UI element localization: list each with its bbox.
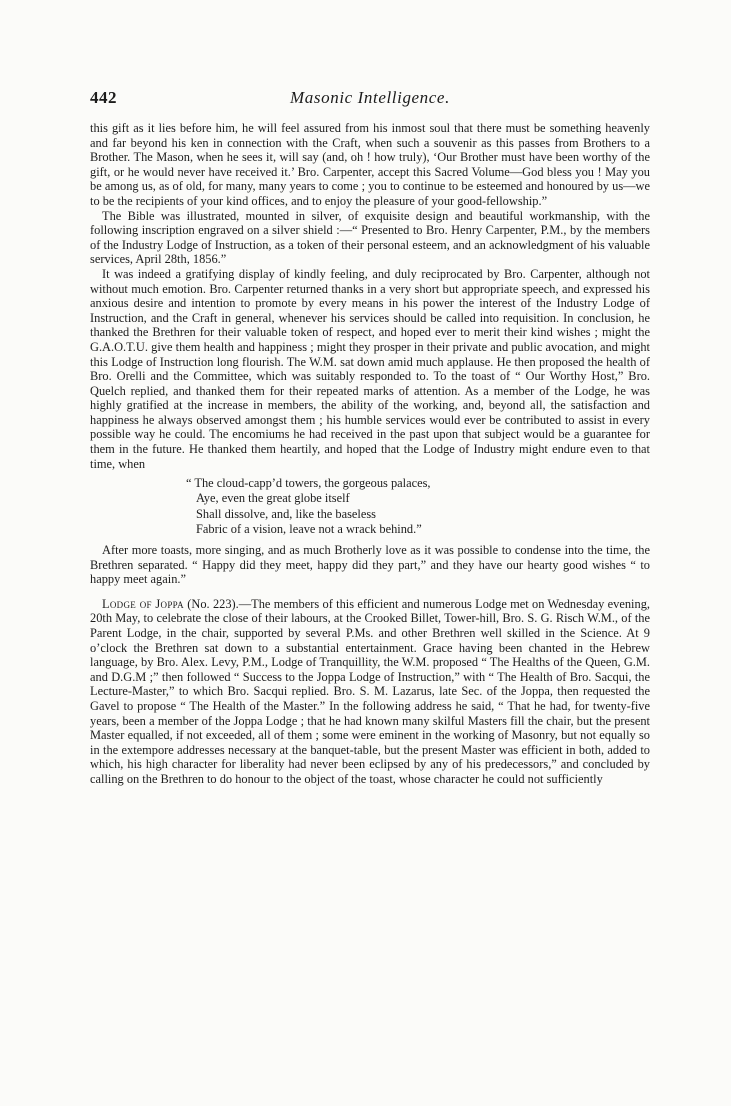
paragraph-carpenter-reply: It was indeed a gratifying display of kindly feeling, and duly reciprocated by Bro. Carpenter, although not without much emotion. Bro. Carpenter returned thanks in a very short but appropriate speech, and expressed his anxious desire and intention to promote by every means in his power the interest of the Industry Lodge of Instruction, and the Craft in general, whenever his services should be called into requisition. In conclusion, he thanked the Brethren for their valuable token of respect, and hoped ever to merit their kind wishes ; might the G.A.O.T.U. give them health and happiness ; might they prosper in their private and public avocation, and might this Lodge of Instruction long flourish. The W.M. sat down amid much applause. He then proposed the health of Bro. Orelli and the Committee, which was suitably responded to. To the toast of “ Our Worthy Host,” Bro. Quelch replied, and thanked them for their repeated marks of attention. As a member of the Lodge, he was highly gratified at the increase in members, the ability of the working, and, beyond all, the satisfaction and happiness he always observed amongst them ; his humble services would ever be contributed to assist in every possible way he could. The encomiums he had received in the past upon that subject would be a guarantee for them in the future. He thanked them heartily, and hoped that the Lodge of Industry might endure even to that time, when (90, 266, 650, 471)
paragraph-continued: this gift as it lies before him, he will feel assured from his inmost soul that there must be something heavenly and far beyond his ken in connection with the Craft, when such a souvenir as this passes from Brothers to a Brother. The Mason, when he sees it, will say (and, oh ! how truly), ‘Our Brother must have been worthy of the gift, or he would never have received it.’ Bro. Carpenter, accept this Sacred Volume—God bless you ! May you be among us, as of old, for many, many years to come ; you to continue to be esteemed and honoured by us—we to be the recipients of your kind offices, and to enjoy the pleasure of your good-fellowship.” (90, 121, 650, 208)
verse-line: Aye, even the great globe itself (196, 491, 350, 506)
page-header (90, 88, 650, 110)
paragraph-joppa-text: (No. 223).—The members of this efficient and numerous Lodge met on Wednesday evening, 20th May, to celebrate the close of their labours, at the Crooked Billet, Tower-hill, Bro. S. G. Risch W.M., of the Parent Lodge, in the chair, supported by several P.Ms. and other Brethren well skilled in the Science. At 9 o’clock the Brethren sat down to a substantial entertainment. Grace having been chanted in the Hebrew language, by Bro. Alex. Levy, P.M., Lodge of Tranquillity, the W.M. proposed “ The Healths of the Queen, G.M. and D.G.M ;” then followed “ Success to the Joppa Lodge of Instruction,” with “ The Health of Bro. Sacqui, the Lecture-Master,” to which Bro. Sacqui replied. Bro. S. M. Lazarus, late Sec. of the Joppa, then requested the Gavel to propose “ The Health of the Master.” In the following address he said, “ That he had, for twenty-five years, been a member of the Joppa Lodge ; that he had known many skilful Masters fill the chair, but the present Master equalled, if not exceeded, all of them ; some were eminent in the working of Masonry, but not equally so in the extempore addresses necessary at the banquet-table, but the present Master was efficient in both, added to which, his high character for liberality had never been eclipsed by any of his predecessors,” and concluded by calling on the Brethren to do honour to the object of the toast, whose character he could not sufficiently (90, 596, 650, 786)
page-number: 442 (90, 88, 117, 107)
verse-quotation (90, 476, 650, 537)
article-body (90, 121, 650, 787)
paragraph-bible-inscription: The Bible was illustrated, mounted in silver, of exquisite design and beautiful workmanship, with the following inscription engraved on a silver shield :—“ Presented to Bro. Henry Carpenter, P.M., by the members of the Industry Lodge of Instruction, as a token of their personal esteem, and an acknowledgment of his valuable services, April 28th, 1856.” (90, 208, 650, 267)
section-lead-heading: Lodge of Joppa (102, 596, 184, 611)
verse-line: “ The cloud-capp’d towers, the gorgeous palaces, (186, 476, 431, 491)
running-title: Masonic Intelligence. (290, 88, 450, 107)
paragraph-after-verse: After more toasts, more singing, and as much Brotherly love as it was possible to condense into the time, the Brethren separated. “ Happy did they meet, happy did they part,” and they have our hearty good wishes “ to happy meet again.” (90, 543, 650, 587)
verse-line: Shall dissolve, and, like the baseless (196, 506, 376, 521)
paragraph-lodge-of-joppa (90, 597, 650, 787)
verse-line: Fabric of a vision, leave not a wrack behind.” (196, 521, 422, 536)
